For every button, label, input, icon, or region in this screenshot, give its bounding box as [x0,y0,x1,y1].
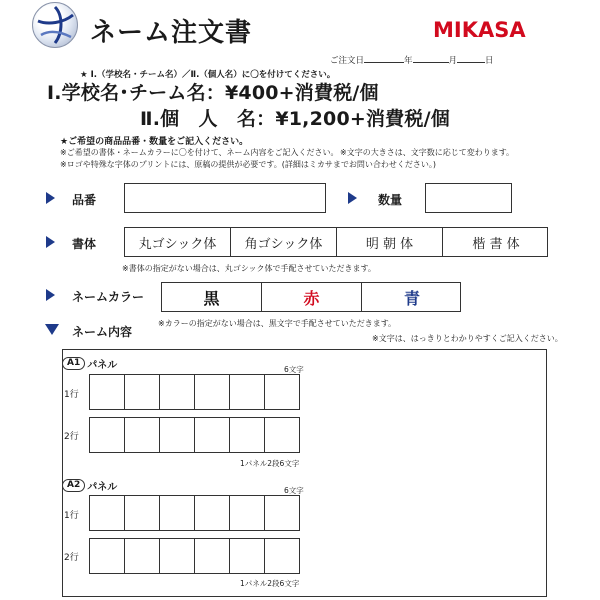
char-cell[interactable] [194,538,230,574]
char-cell[interactable] [124,538,160,574]
panel-a1-name: パネル [87,360,118,371]
panel-a1-row-2-label: 2行 [64,432,79,442]
product-no-label: 品番 [72,193,97,207]
typeface-note: ※書体の指定がない場合は、丸ゴシック体で手配させていただきます。 [122,264,376,273]
char-cell[interactable] [159,374,195,410]
triangle-down-icon [45,324,59,335]
order-date-label: ご注文日 [330,56,365,66]
price-value-individual: ¥1,200+消費税/個 [275,108,450,130]
order-date-year-field[interactable] [364,54,404,63]
order-date-year-label: 年 [404,56,413,66]
char-cell[interactable] [89,495,125,531]
char-cell[interactable] [89,374,125,410]
panel-a2-char-count: 6文字 [284,486,304,495]
char-cell[interactable] [264,538,300,574]
char-cell[interactable] [89,417,125,453]
volleyball-icon [32,2,78,48]
panel-a1-label [62,356,117,371]
instructions-heading: ★ご希望の商品品番・数量をご記入ください。 [60,137,249,147]
order-date-day-label: 日 [485,56,494,66]
color-option-black[interactable]: 黒 [162,283,262,311]
char-cell[interactable] [159,417,195,453]
panel-a1-char-count: 6文字 [284,365,304,374]
price-label-individual: Ⅱ.個 人 名： [140,108,276,130]
typeface-option-maru-gothic[interactable]: 丸ゴシック体 [125,228,231,256]
char-cell[interactable] [194,417,230,453]
triangle-bullet-icon [348,192,357,204]
char-cell[interactable] [264,374,300,410]
price-value-team: ¥400+消費税/個 [225,82,379,104]
typeface-label: 書体 [72,237,97,251]
panel-a2-row-1-cells [89,495,300,531]
panel-a1-row-1-label: 1行 [64,390,79,400]
char-cell[interactable] [159,495,195,531]
char-cell[interactable] [124,374,160,410]
char-cell[interactable] [89,538,125,574]
char-cell[interactable] [159,538,195,574]
typeface-options [124,227,548,257]
name-color-label: ネームカラー [72,290,145,304]
typeface-option-mincho[interactable]: 明 朝 体 [337,228,443,256]
panel-a1-row-1-cells [89,374,300,410]
order-date [330,54,494,66]
char-cell[interactable] [124,495,160,531]
panel-a1-footer: 1パネル2段6文字 [240,459,300,468]
price-line-team[interactable] [47,78,379,105]
panel-a2-footer: 1パネル2段6文字 [240,579,300,588]
char-cell[interactable] [124,417,160,453]
order-date-month-field[interactable] [413,54,449,63]
name-content-note: ※文字は、はっきりとわかりやすくご記入ください。 [372,334,563,343]
panel-a1-badge: A1 [62,357,85,370]
name-color-note: ※カラーの指定がない場合は、黒文字で手配させていただきます。 [158,319,397,328]
color-option-red[interactable]: 赤 [262,283,362,311]
instructions-line-1b: ※文字の大きさは、文字数に応じて変わります。 [340,148,515,157]
panel-a2-row-2-label: 2行 [64,553,79,563]
char-cell[interactable] [264,417,300,453]
selection-note: ★ Ⅰ.（学校名・チーム名）／Ⅱ.（個人名）に〇を付けてください。 [80,70,336,80]
char-cell[interactable] [229,417,265,453]
order-date-month-label: 月 [448,56,458,66]
triangle-bullet-icon [46,192,55,204]
brand-logo: MIKASA [433,18,526,42]
typeface-option-kaku-gothic[interactable]: 角ゴシック体 [231,228,337,256]
name-color-options [161,282,461,312]
order-date-day-field[interactable] [457,54,485,63]
char-cell[interactable] [229,374,265,410]
color-option-blue[interactable]: 青 [403,288,420,308]
quantity-input[interactable] [425,183,512,213]
page-title: ネーム注文書 [90,18,253,48]
char-cell[interactable] [194,495,230,531]
triangle-bullet-icon [46,289,55,301]
panel-a2-label [62,478,117,493]
product-no-input[interactable] [124,183,326,213]
panel-a2-row-2-cells [89,538,300,574]
char-cell[interactable] [264,495,300,531]
instructions-line-1a: ※ご希望の書体・ネームカラーに〇を付けて、ネーム内容をご記入ください。 [60,148,339,157]
panel-a2-name: パネル [87,482,118,493]
instructions-line-2: ※ロゴや特殊な字体のプリントには、原稿の提供が必要です。(詳細はミカサまでお問い合わせください。) [60,160,436,169]
panel-a1-row-2-cells [89,417,300,453]
char-cell[interactable] [194,374,230,410]
typeface-option-kaisho[interactable]: 楷 書 体 [472,236,520,252]
name-content-label: ネーム内容 [72,325,133,339]
panel-a2-badge: A2 [62,479,85,492]
panel-a2-row-1-label: 1行 [64,511,79,521]
char-cell[interactable] [229,495,265,531]
quantity-label: 数量 [378,193,403,207]
price-line-individual[interactable] [140,104,450,131]
triangle-bullet-icon [46,236,55,248]
price-label-team: Ⅰ.学校名･チーム名： [47,82,225,104]
char-cell[interactable] [229,538,265,574]
